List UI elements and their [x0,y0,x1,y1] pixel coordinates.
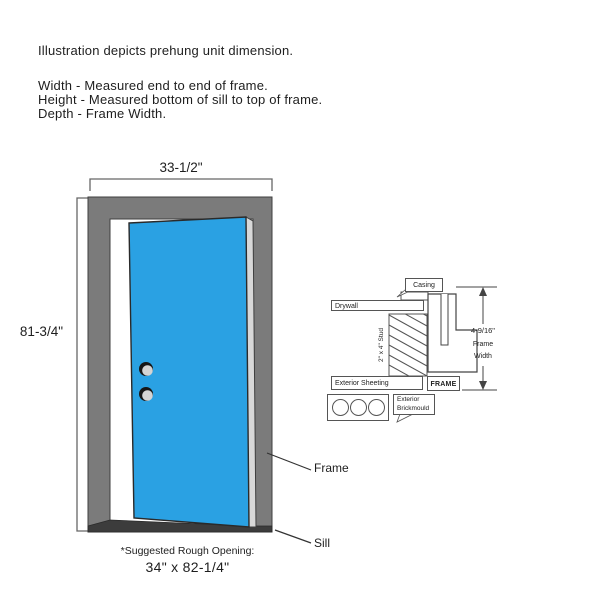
width-dimension-label: 33-1/2" [159,160,203,175]
description-depth: Depth - Frame Width. [38,106,167,121]
brickmould-callout-tail [397,414,413,422]
arrowhead-up-icon [479,287,487,296]
height-dimension-label: 81-3/4" [19,324,63,339]
description-title: Illustration depicts prehung unit dimension. [38,43,294,58]
stud-label: 2" x 4" Stud [378,328,385,362]
brickmould-bead-icon [332,399,349,416]
drywall-layer-label: Drywall [331,300,424,311]
brickmould-callout-line2: Brickmould [397,404,430,412]
description-height: Height - Measured bottom of sill to top of frame. [38,92,323,107]
width-dimension-bracket [90,179,272,191]
description-width: Width - Measured end to end of frame. [38,78,268,93]
rough-opening-block [95,545,280,575]
sill-callout-label: Sill [314,536,331,550]
doorknob-face [142,365,153,376]
brickmould-bead-icon [350,399,367,416]
sill-leader-line [275,530,311,543]
frame-callout-label: Frame [314,461,349,475]
brickmould-profile [327,394,389,421]
description-block [38,44,322,121]
rough-opening-note: *Suggested Rough Opening: [120,545,255,557]
casing-callout: Casing [405,278,443,292]
deadbolt-face [142,390,153,401]
frame-width-value: 4-9/16" [471,326,495,335]
brickmould-callout-line1: Exterior [397,396,420,403]
rough-opening-size: 34" x 82-1/4" [145,559,230,575]
frame-leader-line [267,453,311,470]
frame-width-label-2: Width [474,353,492,360]
exterior-brickmould-callout [393,394,435,415]
brickmould-bead-icon [368,399,385,416]
frame-section-label: FRAME [427,376,460,391]
frame-width-label-1: Frame [472,341,494,348]
exterior-sheeting-label: Exterior Sheeting [331,376,423,390]
frame-jamb-kerf [441,294,448,345]
arrowhead-down-icon [479,381,487,390]
height-dimension-bracket [77,198,89,531]
